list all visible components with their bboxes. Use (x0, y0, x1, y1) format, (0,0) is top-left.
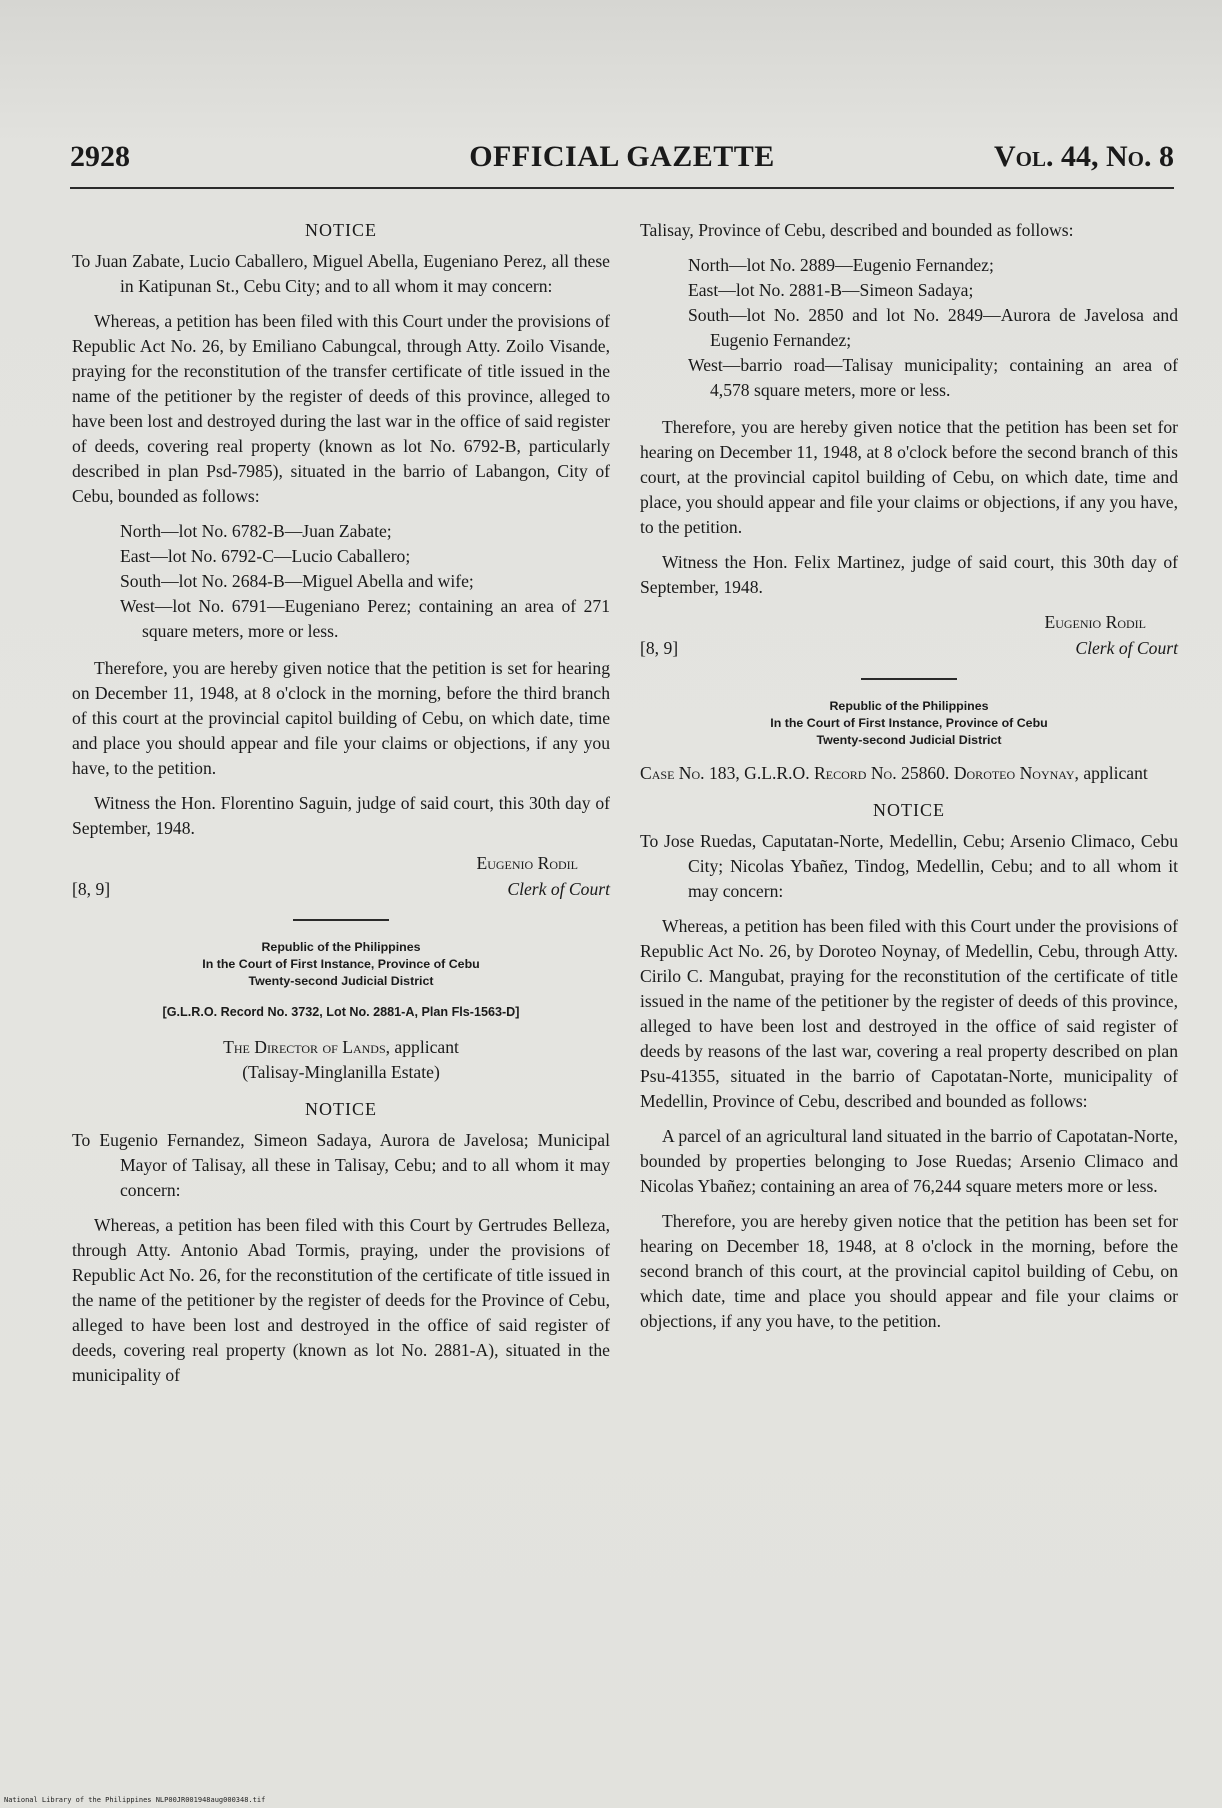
section-divider (861, 678, 957, 680)
scan-footer: National Library of the Philippines NLP00JR001948aug000348.tif (4, 1796, 266, 1804)
therefore-paragraph: Therefore, you are hereby given notice that the petition is set for hearing on December 11, 1948, at 8 o'clock in the morning, before the third branch of this court at the provincial capitol building of Cebu, on which date, time and place you should appear and file your claims or objections, if any you have, to the petition. (72, 658, 610, 778)
notice-heading: NOTICE (873, 800, 945, 820)
court-line: Republic of the Philippines (829, 699, 989, 713)
applicant-name: Doroteo Noynay (953, 763, 1075, 783)
boundary-west: West—barrio road—Talisay municipality; containing an area of 4,578 square meters, more or less. (688, 355, 1178, 400)
whereas-paragraph: Whereas, a petition has been filed with this Court by Gertrudes Belleza, through Atty. Antonio Abad Tormis, praying, under the provisions of Republic Act No. 26, for the reconstitution of the certificate of title issued in the name of the petitioner by the register of deeds for the Province of Cebu, alleged to have been lost and destroyed in the office of said register of deeds, covering real property (known as lot No. 2881-A), situated in the municipality of (72, 1215, 610, 1385)
continued-text: Talisay, Province of Cebu, described and bounded as follows: (640, 220, 1074, 240)
page-number: 2928 (70, 140, 130, 173)
applicant-suffix: , applicant (385, 1037, 459, 1057)
notice-addressees: To Juan Zabate, Lucio Caballero, Miguel Abella, Eugeniano Perez, all these in Katipunan St., Cebu City; and to all whom it may concern: (72, 251, 610, 296)
left-column (72, 218, 610, 1398)
court-line: Twenty-second Judicial District (248, 974, 434, 988)
applicant-name: The Director of Lands (223, 1037, 386, 1057)
signature-block (72, 851, 610, 905)
court-line: In the Court of First Instance, Province of Cebu (770, 716, 1048, 730)
notice-heading: NOTICE (305, 1099, 377, 1119)
court-line: In the Court of First Instance, Province of Cebu (202, 957, 480, 971)
boundary-south: South—lot No. 2684-B—Miguel Abella and wife; (120, 571, 474, 591)
boundaries-list (640, 253, 1178, 403)
whereas-paragraph: Whereas, a petition has been filed with this Court under the provisions of Republic Act No. 26, by Doroteo Noynay, of Medellin, Cebu, through Atty. Cirilo C. Mangubat, praying for the reconstitution of the certificate of title issued in the name of the petitioner by the register of deeds of this province, alleged to have been lost and destroyed in the office of said register of deeds by reasons of the last war, covering a real property described on plan Psu-41355, situated in the barrio of Capotatan-Norte, municipality of Medellin, Province of Cebu, described and bounded as follows: (640, 916, 1178, 1111)
court-line: Twenty-second Judicial District (816, 733, 1002, 747)
publication-title: OFFICIAL GAZETTE (469, 140, 775, 173)
court-caption (640, 698, 1178, 749)
notice-addressees: To Eugenio Fernandez, Simeon Sadaya, Aurora de Javelosa; Municipal Mayor of Talisay, all these in Talisay, Cebu; and to all whom it may concern: (72, 1130, 610, 1200)
estate-name: (Talisay-Minglanilla Estate) (242, 1062, 440, 1082)
boundaries-list (72, 519, 610, 644)
court-caption (72, 939, 610, 990)
therefore-paragraph: Therefore, you are hereby given notice that the petition has been set for hearing on December 11, 1948, at 8 o'clock before the second branch of this court, at the provincial capitol building of Cebu, on which date, time and place, you should appear and file your claims or objections, if any you have, to the petition. (640, 417, 1178, 537)
boundary-north: North—lot No. 6782-B—Juan Zabate; (120, 521, 392, 541)
issue-reference: [8, 9] (72, 879, 111, 899)
boundary-west: West—lot No. 6791—Eugeniano Perez; containing an area of 271 square meters, more or less. (120, 596, 610, 641)
boundary-south: South—lot No. 2850 and lot No. 2849—Aurora de Javelosa and Eugenio Fernandez; (688, 305, 1178, 350)
boundary-north: North—lot No. 2889—Eugenio Fernandez; (688, 255, 994, 275)
boundary-east: East—lot No. 2881-B—Simeon Sadaya; (688, 280, 974, 300)
right-column (640, 218, 1178, 1344)
applicant-suffix: , applicant (1074, 763, 1148, 783)
notice-heading: NOTICE (305, 220, 377, 240)
case-number: Case No. 183, G.L.R.O. Record No. 25860. (640, 763, 950, 783)
signer-title: Clerk of Court (507, 879, 610, 899)
section-divider (293, 919, 389, 921)
therefore-paragraph: Therefore, you are hereby given notice that the petition has been set for hearing on December 18, 1948, at 8 o'clock in the morning, before the second branch of this court, at the provincial capitol building of Cebu, on which date, time and place you should appear and file your claims or objections, if any you have, to the petition. (640, 1211, 1178, 1331)
whereas-paragraph: Whereas, a petition has been filed with this Court under the provisions of Republic Act No. 26, by Emiliano Cabungcal, through Atty. Zoilo Visande, praying for the reconstitution of the transfer certificate of title issued in the name of the petitioner by the register of deeds of this province, alleged to have been lost and destroyed during the last war in the office of said register of deeds, covering real property (known as lot No. 6792-B, particularly described in plan Psd-7985), situated in the barrio of Labangon, City of Cebu, bounded as follows: (72, 311, 610, 506)
header-rule (70, 187, 1174, 189)
case-line (640, 761, 1178, 786)
page-header (70, 140, 1174, 184)
witness-paragraph: Witness the Hon. Florentino Saguin, judge of said court, this 30th day of September, 1948. (72, 793, 610, 838)
court-line: Republic of the Philippines (261, 940, 421, 954)
signer-name: Eugenio Rodil (1044, 612, 1146, 632)
notice-addressees: To Jose Ruedas, Caputatan-Norte, Medellin, Cebu; Arsenio Climaco, Cebu City; Nicolas Ybañez, Tindog, Medellin, Cebu; and to all whom it may concern: (640, 831, 1178, 901)
boundary-east: East—lot No. 6792-C—Lucio Caballero; (120, 546, 411, 566)
witness-paragraph: Witness the Hon. Felix Martinez, judge of said court, this 30th day of September, 1948. (640, 552, 1178, 597)
volume-number: Vol. 44, No. 8 (993, 140, 1174, 173)
issue-reference: [8, 9] (640, 638, 679, 658)
parcel-paragraph: A parcel of an agricultural land situated in the barrio of Capotatan-Norte, bounded by properties belonging to Jose Ruedas; Arsenio Climaco and Nicolas Ybañez; containing an area of 76,244 square meters more or less. (640, 1126, 1178, 1196)
applicant-line (72, 1035, 610, 1085)
signer-name: Eugenio Rodil (476, 853, 578, 873)
record-number: [G.L.R.O. Record No. 3732, Lot No. 2881-A, Plan Fls-1563-D] (162, 1005, 520, 1019)
signer-title: Clerk of Court (1075, 638, 1178, 658)
signature-block (640, 610, 1178, 664)
